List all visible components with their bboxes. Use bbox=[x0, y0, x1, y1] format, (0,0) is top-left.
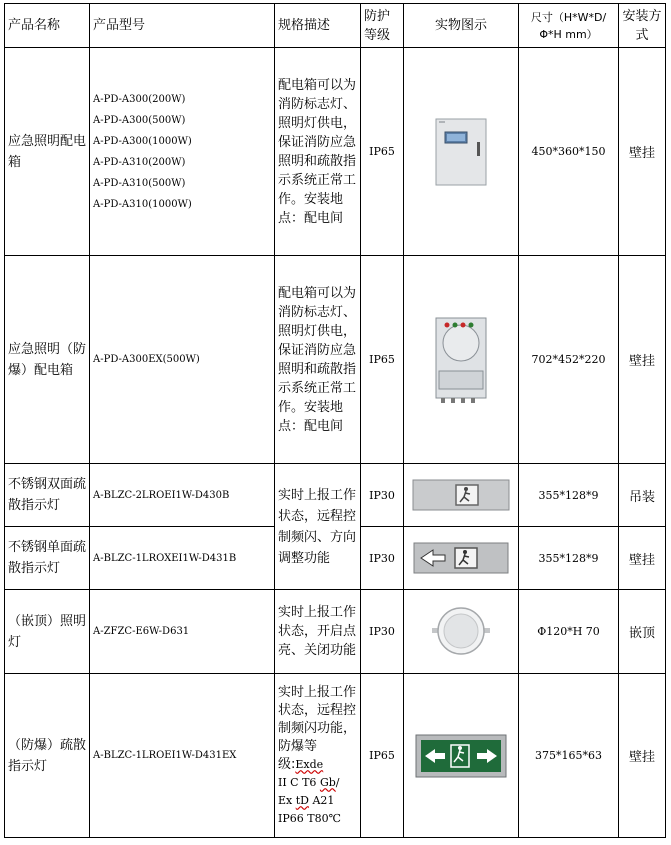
mount-type: 壁挂 bbox=[619, 674, 666, 838]
single-sided-exit-sign-icon bbox=[413, 540, 509, 576]
product-size: Φ120*H 70 bbox=[519, 590, 619, 674]
product-desc: 实时上报工作状态，开启点亮、关闭功能 bbox=[275, 590, 361, 674]
protection-level: IP30 bbox=[361, 464, 404, 527]
model-line: A-BLZC-1LROEI1W-D431EX bbox=[93, 750, 237, 761]
table-row bbox=[5, 256, 666, 464]
product-size: 355*128*9 bbox=[519, 527, 619, 590]
header-row bbox=[5, 4, 666, 48]
product-name: 不锈钢单面疏散指示灯 bbox=[5, 527, 90, 590]
ceiling-light-icon bbox=[430, 604, 492, 660]
model-line: A-PD-A310(1000W) bbox=[93, 198, 192, 210]
product-image bbox=[404, 48, 519, 256]
product-image bbox=[404, 464, 519, 527]
mount-type: 壁挂 bbox=[619, 256, 666, 464]
product-model bbox=[90, 464, 275, 527]
distribution-box-icon bbox=[435, 118, 487, 186]
mount-type: 壁挂 bbox=[619, 48, 666, 256]
desc-line3b: A21 bbox=[308, 793, 335, 807]
product-model bbox=[90, 527, 275, 590]
desc-line2: II C T6 bbox=[278, 775, 320, 789]
table-row bbox=[5, 48, 666, 256]
header-desc: 规格描述 bbox=[275, 4, 361, 48]
model-line: A-PD-A310(200W) bbox=[93, 156, 186, 168]
desc-gb: Gb bbox=[319, 775, 336, 789]
product-image bbox=[404, 590, 519, 674]
mount-type: 嵌顶 bbox=[619, 590, 666, 674]
model-line: A-PD-A300(1000W) bbox=[93, 135, 192, 147]
table-row bbox=[5, 590, 666, 674]
model-line: A-ZFZC-E6W-D631 bbox=[93, 626, 190, 637]
table-row bbox=[5, 464, 666, 527]
header-model: 产品型号 bbox=[90, 4, 275, 48]
product-image bbox=[404, 674, 519, 838]
product-size: 702*452*220 bbox=[519, 256, 619, 464]
product-image bbox=[404, 256, 519, 464]
product-desc: 配电箱可以为消防标志灯、照明灯供电，保证消防应急照明和疏散指示系统正常工作。安装地点：配电间 bbox=[275, 256, 361, 464]
product-name: 应急照明（防爆）配电箱 bbox=[5, 256, 90, 464]
table-row bbox=[5, 674, 666, 838]
double-sided-exit-sign-icon bbox=[412, 476, 510, 514]
mount-type: 壁挂 bbox=[619, 527, 666, 590]
protection-level: IP65 bbox=[361, 48, 404, 256]
product-model bbox=[90, 590, 275, 674]
desc-line4: IP66 T80℃ bbox=[278, 811, 341, 825]
protection-level: IP65 bbox=[361, 674, 404, 838]
product-table bbox=[4, 3, 666, 838]
header-ip: 防护等级 bbox=[361, 4, 404, 48]
product-name: 应急照明配电箱 bbox=[5, 48, 90, 256]
product-size: 375*165*63 bbox=[519, 674, 619, 838]
product-model bbox=[90, 48, 275, 256]
protection-level: IP30 bbox=[361, 527, 404, 590]
header-image: 实物图示 bbox=[404, 4, 519, 48]
desc-td: tD bbox=[295, 793, 309, 807]
product-model bbox=[90, 674, 275, 838]
model-line: A-PD-A300EX(500W) bbox=[93, 354, 200, 365]
product-name: （防爆）疏散指示灯 bbox=[5, 674, 90, 838]
model-line: A-BLZC-2LROEI1W-D430B bbox=[93, 489, 230, 501]
desc-exde: Exde bbox=[295, 757, 324, 771]
model-line: A-PD-A310(500W) bbox=[93, 177, 186, 189]
product-image bbox=[404, 527, 519, 590]
protection-level: IP65 bbox=[361, 256, 404, 464]
product-desc bbox=[275, 674, 361, 838]
header-size: 尺寸（H*W*D/Φ*H mm） bbox=[519, 4, 619, 48]
desc-slash: / bbox=[335, 775, 340, 789]
product-desc: 实时上报工作状态，远程控制频闪、方向调整功能 bbox=[275, 464, 361, 590]
explosion-proof-exit-sign-icon bbox=[415, 734, 507, 778]
explosion-proof-box-icon bbox=[433, 315, 489, 405]
header-mount: 安装方式 bbox=[619, 4, 666, 48]
desc-main: 实时上报工作状态，远程控制频闪功能，防爆等级: bbox=[278, 684, 357, 772]
desc-line3a: Ex bbox=[278, 793, 296, 807]
protection-level: IP30 bbox=[361, 590, 404, 674]
model-line: A-PD-A300(200W) bbox=[93, 93, 186, 105]
product-desc: 配电箱可以为消防标志灯、照明灯供电，保证消防应急照明和疏散指示系统正常工作。安装地点：配电间 bbox=[275, 48, 361, 256]
product-model bbox=[90, 256, 275, 464]
product-size: 355*128*9 bbox=[519, 464, 619, 527]
mount-type: 吊装 bbox=[619, 464, 666, 527]
header-name: 产品名称 bbox=[5, 4, 90, 48]
product-name: （嵌顶）照明灯 bbox=[5, 590, 90, 674]
model-line: A-PD-A300(500W) bbox=[93, 114, 186, 126]
product-size: 450*360*150 bbox=[519, 48, 619, 256]
product-name: 不锈钢双面疏散指示灯 bbox=[5, 464, 90, 527]
model-line: A-BLZC-1LROXEI1W-D431B bbox=[93, 552, 237, 564]
